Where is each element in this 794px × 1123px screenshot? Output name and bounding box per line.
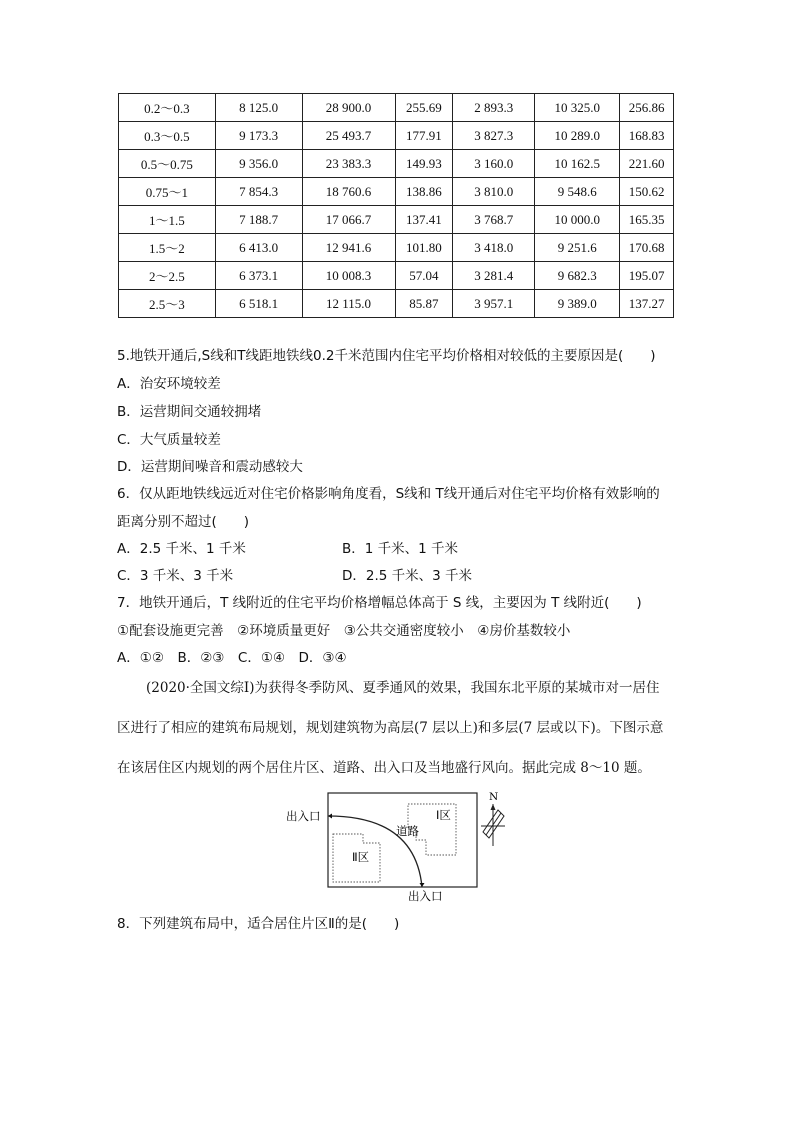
value-cell: 137.41: [395, 206, 453, 234]
value-cell: 9 682.3: [535, 262, 620, 290]
value-cell: 101.80: [395, 234, 453, 262]
value-cell: 168.83: [620, 122, 674, 150]
north-label: N: [489, 791, 499, 803]
distance-range-cell: 0.2～0.3: [119, 94, 216, 122]
value-cell: 9 389.0: [535, 290, 620, 318]
value-cell: 3 281.4: [453, 262, 535, 290]
value-cell: 9 251.6: [535, 234, 620, 262]
value-cell: 6 518.1: [215, 290, 302, 318]
value-cell: 2 893.3: [453, 94, 535, 122]
value-cell: 6 413.0: [215, 234, 302, 262]
q6-option-d: D．2.5 千米、3 千米: [342, 568, 473, 584]
value-cell: 25 493.7: [302, 122, 395, 150]
value-cell: 9 173.3: [215, 122, 302, 150]
q7-options: A．①② B．②③ C．①④ D．③④: [117, 650, 347, 666]
value-cell: 150.62: [620, 178, 674, 206]
value-cell: 149.93: [395, 150, 453, 178]
q6-option-b: B．1 千米、1 千米: [342, 541, 459, 557]
price-table-body: [119, 94, 674, 318]
value-cell: 10 000.0: [535, 206, 620, 234]
value-cell: 10 289.0: [535, 122, 620, 150]
distance-range-cell: 2.5～3: [119, 290, 216, 318]
q5-stem: 5.地铁开通后,S线和T线距地铁线0.2千米范围内住宅平均价格相对较低的主要原因是( ): [117, 348, 656, 364]
value-cell: 3 418.0: [453, 234, 535, 262]
wind-direction-icon: [481, 804, 505, 846]
value-cell: 177.91: [395, 122, 453, 150]
distance-range-cell: 0.5～0.75: [119, 150, 216, 178]
value-cell: 255.69: [395, 94, 453, 122]
table-row: [119, 290, 674, 318]
value-cell: 3 160.0: [453, 150, 535, 178]
value-cell: 6 373.1: [215, 262, 302, 290]
value-cell: 10 162.5: [535, 150, 620, 178]
value-cell: 57.04: [395, 262, 453, 290]
value-cell: 8 125.0: [215, 94, 302, 122]
value-cell: 85.87: [395, 290, 453, 318]
label-zone2: Ⅱ区: [352, 850, 370, 864]
table-row: [119, 206, 674, 234]
passage-line2: 区进行了相应的建筑布局规划，规划建筑物为高层(7 层以上)和多层(7 层或以下)。下图示意: [117, 720, 664, 736]
value-cell: 10 325.0: [535, 94, 620, 122]
q5-option-a: A．治安环境较差: [117, 376, 221, 392]
label-entrance-left: 出入口: [286, 809, 321, 823]
table-row: [119, 262, 674, 290]
q6-option-a: A．2.5 千米、1 千米: [117, 541, 246, 557]
passage-line3: 在该居住区内规划的两个居住片区、道路、出入口及当地盛行风向。据此完成 8～10 题。: [117, 760, 651, 776]
table-row: [119, 122, 674, 150]
value-cell: 3 827.3: [453, 122, 535, 150]
value-cell: 9 356.0: [215, 150, 302, 178]
passage-line1: (2020·全国文综Ⅰ)为获得冬季防风、夏季通风的效果，我国东北平原的某城市对一居住: [146, 680, 660, 696]
q8-stem: 8．下列建筑布局中，适合居住片区Ⅱ的是( ): [117, 916, 400, 932]
left-entrance-arrow: [328, 814, 332, 819]
q6-stem-line1: 6．仅从距地铁线远近对住宅价格影响角度看，S线和 T线开通后对住宅平均价格有效影响的: [117, 486, 660, 502]
value-cell: 12 941.6: [302, 234, 395, 262]
residential-area-diagram: [280, 788, 530, 908]
value-cell: 3 957.1: [453, 290, 535, 318]
table-row: [119, 150, 674, 178]
value-cell: 17 066.7: [302, 206, 395, 234]
table-row: [119, 234, 674, 262]
q5-option-d: D．运营期间噪音和震动感较大: [117, 459, 303, 475]
value-cell: 10 008.3: [302, 262, 395, 290]
q6-stem-line2: 距离分别不超过( ): [117, 514, 250, 530]
value-cell: 23 383.3: [302, 150, 395, 178]
distance-range-cell: 1.5～2: [119, 234, 216, 262]
value-cell: 7 188.7: [215, 206, 302, 234]
distance-range-cell: 1～1.5: [119, 206, 216, 234]
q7-items: ①配套设施更完善 ②环境质量更好 ③公共交通密度较小 ④房价基数较小: [117, 623, 571, 639]
table-row: [119, 178, 674, 206]
distance-range-cell: 2～2.5: [119, 262, 216, 290]
value-cell: 18 760.6: [302, 178, 395, 206]
table-row: [119, 94, 674, 122]
q5-option-c: C．大气质量较差: [117, 432, 221, 448]
value-cell: 7 854.3: [215, 178, 302, 206]
value-cell: 3 768.7: [453, 206, 535, 234]
q6-option-c: C．3 千米、3 千米: [117, 568, 234, 584]
value-cell: 195.07: [620, 262, 674, 290]
value-cell: 9 548.6: [535, 178, 620, 206]
value-cell: 221.60: [620, 150, 674, 178]
distance-range-cell: 0.3～0.5: [119, 122, 216, 150]
q5-option-b: B．运营期间交通较拥堵: [117, 404, 262, 420]
value-cell: 256.86: [620, 94, 674, 122]
value-cell: 165.35: [620, 206, 674, 234]
q7-stem: 7．地铁开通后，T 线附近的住宅平均价格增幅总体高于 S 线，主要因为 T 线附近( ): [117, 595, 642, 611]
value-cell: 138.86: [395, 178, 453, 206]
distance-range-cell: 0.75～1: [119, 178, 216, 206]
value-cell: 12 115.0: [302, 290, 395, 318]
label-entrance-bottom: 出入口: [408, 889, 443, 903]
label-zone1: Ⅰ区: [436, 808, 451, 822]
value-cell: 137.27: [620, 290, 674, 318]
value-cell: 28 900.0: [302, 94, 395, 122]
label-road: 道路: [396, 824, 419, 838]
value-cell: 3 810.0: [453, 178, 535, 206]
value-cell: 170.68: [620, 234, 674, 262]
price-table: [118, 93, 674, 318]
